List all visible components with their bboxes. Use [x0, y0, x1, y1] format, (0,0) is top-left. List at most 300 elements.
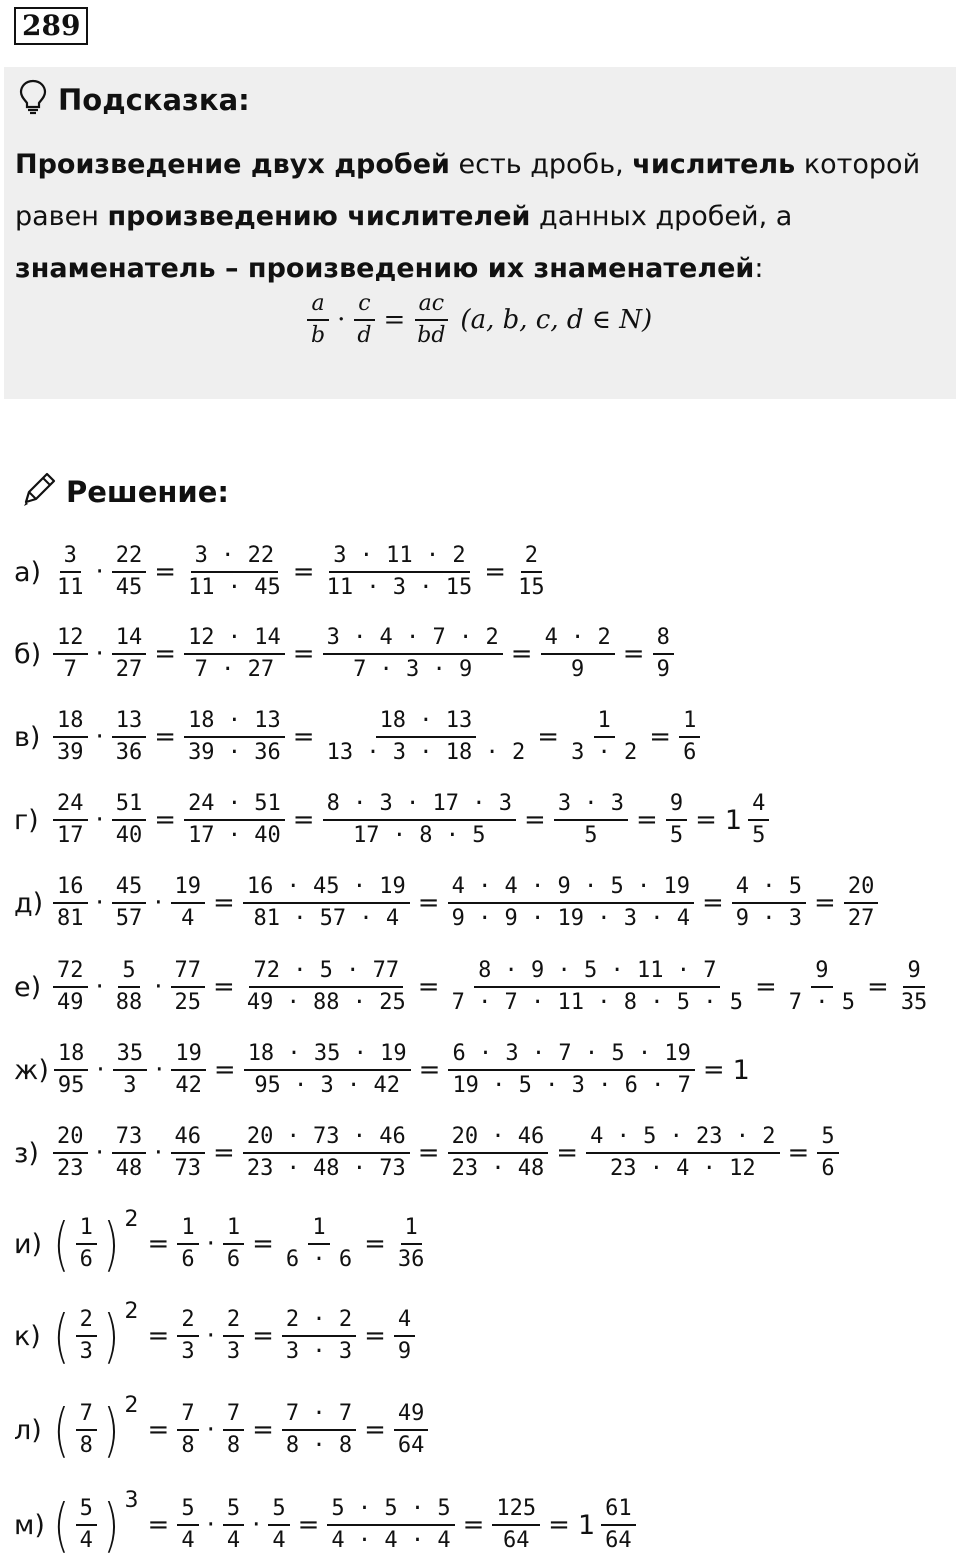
fraction	[112, 1122, 147, 1184]
denominator: 81 · 57 · 4	[253, 906, 400, 931]
operator: =	[292, 805, 315, 835]
denominator: 9	[656, 657, 670, 682]
denominator: 39 · 36	[188, 740, 281, 765]
fraction	[53, 541, 88, 603]
denominator: 17 · 8 · 5	[353, 823, 486, 848]
numerator: 4 · 5 · 23 · 2	[586, 1122, 779, 1154]
fraction	[223, 1494, 244, 1556]
hint-box	[4, 67, 956, 399]
fraction	[112, 541, 147, 603]
denominator: 7	[63, 657, 77, 682]
numerator: 4 · 4 · 9 · 5 · 19	[448, 872, 694, 904]
row-label: в)	[14, 721, 41, 753]
operator: =	[417, 1138, 440, 1168]
numerator: 1	[679, 706, 700, 738]
left-paren: (	[53, 1396, 70, 1464]
numerator: 45	[112, 872, 147, 904]
fraction	[171, 1039, 206, 1101]
numerator: 7	[223, 1399, 244, 1431]
formula-d: d	[357, 323, 372, 348]
numerator: 5 · 5 · 5	[327, 1494, 454, 1526]
solution-row	[14, 947, 934, 1027]
fraction	[171, 1122, 206, 1184]
denominator: 9 · 3	[735, 906, 803, 931]
fraction	[586, 1122, 779, 1184]
operator: ·	[154, 888, 163, 918]
operator: =	[524, 805, 546, 835]
formula-b: b	[311, 323, 326, 348]
numerator: 3 · 4 · 7 · 2	[323, 623, 503, 655]
numerator: 24 · 51	[184, 789, 285, 821]
fraction	[268, 1494, 289, 1556]
operator: =	[537, 722, 560, 752]
denominator: 4	[226, 1528, 241, 1553]
fraction	[76, 1399, 97, 1461]
denominator: 88	[115, 990, 143, 1015]
denominator: 48	[115, 1156, 143, 1181]
numerator: 13	[112, 706, 147, 738]
denominator: 15	[518, 575, 545, 600]
fraction	[327, 1494, 454, 1556]
denominator: 7 · 27	[194, 657, 275, 682]
formula-condition: (a, b, c, d ∈ N)	[460, 305, 653, 335]
fraction	[76, 1305, 97, 1367]
solution-row	[14, 1390, 431, 1470]
numerator: 14	[112, 623, 147, 655]
fraction	[184, 789, 285, 851]
fraction	[223, 1305, 244, 1367]
fraction	[554, 789, 628, 851]
denominator: 13 · 3 · 18 · 2	[326, 740, 526, 765]
denominator: 3	[123, 1073, 137, 1098]
row-label: а)	[14, 556, 42, 588]
operator: =	[154, 639, 177, 669]
fraction	[171, 956, 206, 1018]
fraction	[53, 623, 88, 685]
fraction	[184, 623, 285, 685]
numerator: 72 · 5 · 77	[249, 956, 403, 988]
fraction	[244, 1039, 411, 1101]
operator: =	[418, 1055, 441, 1085]
exponent: 3	[124, 1488, 139, 1513]
fraction	[243, 872, 410, 934]
fraction	[601, 1494, 636, 1556]
fraction	[223, 1213, 244, 1275]
operator: ·	[95, 805, 104, 835]
fraction	[112, 706, 147, 768]
fraction	[323, 789, 516, 851]
numerator: 18 · 13	[376, 706, 477, 738]
fraction	[243, 1122, 410, 1184]
row-label: ж)	[14, 1054, 49, 1086]
denominator: 6	[683, 740, 697, 765]
row-label: з)	[14, 1137, 39, 1169]
numerator: 49	[394, 1399, 429, 1431]
operator: ·	[95, 888, 104, 918]
fraction	[171, 872, 206, 934]
denominator: 35	[900, 990, 928, 1015]
solution-row	[14, 780, 772, 860]
operator: =	[867, 972, 889, 1002]
numerator: 9	[666, 789, 687, 821]
numerator: 5	[177, 1494, 198, 1526]
denominator: 23 · 48 · 73	[246, 1156, 406, 1181]
right-paren: )	[103, 1491, 120, 1559]
row-label: и)	[14, 1228, 43, 1260]
denominator: 95 · 3 · 42	[254, 1073, 401, 1098]
denominator: 39	[57, 740, 84, 765]
numerator: 4	[748, 789, 769, 821]
numerator: 1	[308, 1213, 329, 1245]
numerator: 2	[76, 1305, 97, 1337]
operator: =	[154, 722, 177, 752]
denominator: 4	[79, 1528, 93, 1553]
power-expression	[50, 1207, 143, 1278]
numerator: 7 · 7	[282, 1399, 356, 1431]
denominator: 73	[174, 1156, 202, 1181]
denominator: 8	[79, 1433, 93, 1458]
numerator: 3 · 11 · 2	[329, 541, 469, 573]
row-label: е)	[14, 971, 42, 1003]
denominator: 6	[79, 1247, 93, 1272]
numerator: 19	[171, 872, 206, 904]
numerator: 8 · 9 · 5 · 11 · 7	[474, 956, 720, 988]
solution-row	[14, 1485, 639, 1564]
denominator: 5	[752, 823, 766, 848]
operator: =	[147, 1321, 170, 1351]
numerator: 51	[112, 789, 147, 821]
row-label: л)	[14, 1414, 42, 1446]
fraction	[113, 1039, 148, 1101]
hint-text-segment: :	[754, 253, 764, 284]
operator: ·	[206, 1510, 215, 1540]
numerator: 35	[113, 1039, 148, 1071]
fraction	[323, 623, 503, 685]
formula-ac: ac	[415, 289, 448, 321]
operator: =	[292, 557, 315, 587]
fraction	[223, 1399, 244, 1461]
operator: =	[622, 639, 645, 669]
denominator: 6	[181, 1247, 195, 1272]
numerator: 12 · 14	[184, 623, 285, 655]
fraction	[732, 872, 806, 934]
left-paren: (	[53, 1491, 70, 1559]
operator: =	[147, 1229, 170, 1259]
exponent: 2	[124, 1207, 139, 1232]
numerator: 4 · 5	[732, 872, 806, 904]
operator: =	[702, 1055, 725, 1085]
operator: =	[787, 1138, 810, 1168]
numerator: 1	[223, 1213, 244, 1245]
numerator: 3	[60, 541, 81, 573]
numerator: 9	[811, 956, 832, 988]
operator: =	[292, 722, 315, 752]
operator: =	[649, 722, 672, 752]
denominator: 4	[272, 1528, 286, 1553]
numerator: 19	[171, 1039, 206, 1071]
denominator: 27	[847, 906, 875, 931]
hint-text-segment: есть дробь,	[449, 149, 633, 180]
numerator: 9	[903, 956, 924, 988]
fraction	[394, 1399, 429, 1461]
numerator: 77	[171, 956, 206, 988]
fraction	[666, 789, 687, 851]
fraction	[282, 1305, 356, 1367]
operator: =	[154, 557, 177, 587]
denominator: 23 · 4 · 12	[609, 1156, 756, 1181]
fraction	[567, 706, 641, 768]
solution-row	[14, 614, 677, 694]
numerator: 18 · 13	[184, 706, 285, 738]
fraction	[177, 1494, 198, 1556]
denominator: 45	[115, 575, 143, 600]
operator: =	[364, 1415, 386, 1445]
numerator: 2	[177, 1305, 198, 1337]
operator: ·	[95, 972, 104, 1002]
operator: ·	[154, 1138, 163, 1168]
fraction	[897, 956, 932, 1018]
numerator: 3 · 3	[554, 789, 628, 821]
denominator: 27	[115, 657, 143, 682]
fraction	[679, 706, 700, 768]
numerator: 22	[112, 541, 147, 573]
denominator: 64	[397, 1433, 425, 1458]
numerator: 5	[268, 1494, 289, 1526]
solution-row	[14, 1204, 431, 1284]
operator: ·	[206, 1229, 215, 1259]
hint-formula: $\frac{a}{b}$ · $\frac{c}{d}$ = $\frac{ac}{bd}$ (a, b, c, d ∈ N)	[304, 289, 652, 351]
operator: =	[292, 639, 315, 669]
denominator: 3 · 3	[285, 1339, 353, 1364]
denominator: 3	[181, 1339, 195, 1364]
operator: ·	[95, 557, 104, 587]
solution-header	[20, 470, 229, 513]
operator: =	[147, 1510, 170, 1540]
denominator: 11 · 3 · 15	[326, 575, 473, 600]
fraction	[323, 541, 477, 603]
hint-text-segment: Произведение двух дробей	[15, 149, 450, 180]
fraction	[53, 706, 88, 768]
fraction	[177, 1399, 198, 1461]
denominator: 3	[226, 1339, 241, 1364]
power-expression	[50, 1299, 143, 1370]
fraction	[54, 1039, 89, 1101]
numerator: 4	[394, 1305, 415, 1337]
fraction	[785, 956, 859, 1018]
numerator: 3 · 22	[191, 541, 278, 573]
operator: ·	[96, 1055, 105, 1085]
hint-text-segment: числитель	[632, 149, 796, 180]
operator: =	[297, 1510, 320, 1540]
numerator: 18	[53, 706, 88, 738]
fraction	[184, 706, 285, 768]
operator: =	[364, 1321, 386, 1351]
fraction	[541, 623, 615, 685]
power-expression	[50, 1488, 143, 1559]
fraction	[323, 706, 530, 768]
operator: =	[213, 1055, 236, 1085]
pencil-icon	[20, 470, 58, 513]
numerator: 2	[223, 1305, 244, 1337]
fraction	[448, 872, 694, 934]
exponent: 2	[124, 1393, 139, 1418]
denominator: 3	[79, 1339, 93, 1364]
integer-part: 1	[577, 1509, 596, 1541]
fraction	[112, 789, 147, 851]
numerator: 1	[177, 1213, 198, 1245]
denominator: 7 · 7 · 11 · 8 · 5 · 5	[451, 990, 743, 1015]
hint-text-segment: произведению числителей	[107, 201, 531, 232]
operator: =	[252, 1321, 274, 1351]
row-label: б)	[14, 638, 42, 670]
operator: =	[417, 888, 440, 918]
operator: =	[364, 1229, 386, 1259]
numerator: 16	[53, 872, 88, 904]
fraction	[177, 1305, 198, 1367]
numerator: 61	[601, 1494, 636, 1526]
hint-text-segment: данных дробей, а	[530, 201, 793, 232]
fraction	[394, 1305, 415, 1367]
formula-bd: bd	[417, 323, 446, 348]
numerator: 16 · 45 · 19	[243, 872, 410, 904]
fraction	[112, 956, 147, 1018]
fraction	[76, 1213, 97, 1275]
fraction	[76, 1494, 97, 1556]
denominator: 9	[397, 1339, 412, 1364]
numerator: 8	[653, 623, 674, 655]
fraction	[817, 1122, 838, 1184]
operator: =	[213, 888, 235, 918]
solution-title: Решение:	[66, 474, 230, 509]
denominator: 9	[571, 657, 585, 682]
row-label: к)	[14, 1320, 41, 1352]
numerator: 125	[492, 1494, 540, 1526]
fraction	[492, 1494, 540, 1556]
fraction	[448, 956, 747, 1018]
numerator: 1	[401, 1213, 422, 1245]
left-paren: (	[53, 1210, 70, 1278]
fraction	[514, 541, 549, 603]
denominator: 7 · 5	[788, 990, 856, 1015]
formula-a: a	[307, 289, 328, 321]
fraction	[448, 1122, 549, 1184]
denominator: 23	[57, 1156, 84, 1181]
denominator: 4 · 4 · 4	[331, 1528, 451, 1553]
denominator: 9 · 9 · 19 · 3 · 4	[451, 906, 690, 931]
numerator: 20	[53, 1122, 88, 1154]
numerator: 7	[177, 1399, 198, 1431]
solution-row	[14, 697, 703, 777]
right-paren: )	[103, 1210, 120, 1278]
fraction	[448, 1039, 694, 1101]
solution-row	[14, 863, 881, 943]
denominator: 23 · 48	[451, 1156, 545, 1181]
denominator: 49	[57, 990, 84, 1015]
fraction	[282, 1213, 356, 1275]
numerator: 5	[223, 1494, 244, 1526]
operator: =	[702, 888, 724, 918]
operator: =	[154, 805, 177, 835]
denominator: 57	[115, 906, 143, 931]
operator: ·	[95, 1138, 104, 1168]
power-expression	[50, 1393, 143, 1464]
hint-text	[15, 139, 945, 295]
hint-header	[18, 79, 250, 120]
numerator: 8 · 3 · 17 · 3	[323, 789, 516, 821]
hint-text-segment: знаменатель – произведению их знаменателей	[15, 253, 755, 284]
operator: ·	[95, 722, 104, 752]
operator: =	[417, 972, 440, 1002]
operator: ·	[252, 1510, 261, 1540]
operator: =	[484, 557, 507, 587]
operator: ·	[206, 1321, 215, 1351]
denominator: 25	[174, 990, 202, 1015]
formula-c: c	[354, 289, 374, 321]
solution-row	[14, 1296, 418, 1376]
operator: =	[462, 1510, 485, 1540]
operator: ·	[155, 1055, 164, 1085]
row-label: д)	[14, 887, 44, 919]
denominator: 36	[115, 740, 143, 765]
denominator: 8	[226, 1433, 241, 1458]
denominator: 4	[181, 1528, 195, 1553]
denominator: 49 · 88 · 25	[246, 990, 406, 1015]
numerator: 72	[53, 956, 88, 988]
denominator: 17 · 40	[188, 823, 281, 848]
numerator: 20 · 46	[448, 1122, 549, 1154]
denominator: 40	[115, 823, 143, 848]
right-paren: )	[103, 1396, 120, 1464]
solution-row	[14, 1030, 753, 1110]
numerator: 46	[171, 1122, 206, 1154]
numerator: 18	[54, 1039, 89, 1071]
denominator: 36	[397, 1247, 425, 1272]
denominator: 8 · 8	[285, 1433, 353, 1458]
denominator: 64	[605, 1528, 632, 1553]
fraction	[112, 872, 147, 934]
operator: ·	[95, 639, 104, 669]
operator: =	[636, 805, 658, 835]
numerator: 4 · 2	[541, 623, 615, 655]
denominator: 95	[57, 1073, 85, 1098]
operator: =	[213, 1138, 235, 1168]
fraction	[844, 872, 879, 934]
fraction	[53, 956, 88, 1018]
denominator: 11 · 45	[188, 575, 281, 600]
solution-row	[14, 1113, 842, 1193]
integer-part: 1	[732, 1054, 750, 1086]
fraction	[282, 1399, 356, 1461]
operator: =	[510, 639, 533, 669]
denominator: 3 · 2	[571, 740, 638, 765]
operator: =	[556, 1138, 579, 1168]
operator: =	[252, 1229, 274, 1259]
left-paren: (	[53, 1302, 70, 1370]
denominator: 11	[57, 575, 84, 600]
right-paren: )	[103, 1302, 120, 1370]
operator: =	[814, 888, 836, 918]
denominator: 6	[226, 1247, 241, 1272]
denominator: 19 · 5 · 3 · 6 · 7	[452, 1073, 691, 1098]
operator: ·	[154, 972, 163, 1002]
denominator: 8	[181, 1433, 195, 1458]
denominator: 6 · 6	[285, 1247, 353, 1272]
denominator: 17	[57, 823, 84, 848]
operator: =	[548, 1510, 570, 1540]
denominator: 4	[181, 906, 195, 931]
fraction	[748, 789, 769, 851]
fraction	[394, 1213, 429, 1275]
